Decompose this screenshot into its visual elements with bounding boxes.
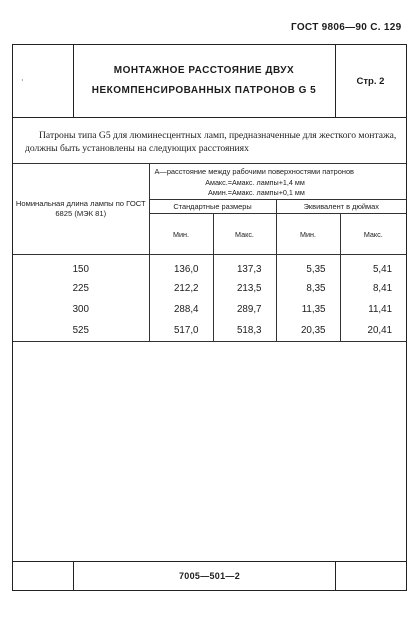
distance-a-definition: A—расстояние между рабочими поверхностями патронов (154, 167, 354, 176)
distance-table (13, 163, 406, 342)
std-min-cell: 212,2 (149, 278, 213, 299)
table-header-row-1 (13, 164, 406, 200)
nominal-length-header: Номинальная длина лампы по ГОСТ 6825 (МЭК 81) (13, 164, 149, 255)
in-max-cell: 11,41 (340, 299, 406, 320)
formula-min (155, 188, 403, 197)
in-min-cell: 5,35 (276, 255, 340, 279)
footer-left-cell (13, 562, 74, 590)
nominal-cell: 525 (13, 320, 149, 342)
table-row (13, 299, 406, 320)
in-max-cell: 5,41 (340, 255, 406, 279)
in-min-header: Мин. (276, 214, 340, 255)
formula-min-rhs: лампы+0,1 мм (256, 188, 305, 197)
title-line-2: НЕКОМПЕНСИРОВАННЫХ ПАТРОНОВ G 5 (91, 85, 317, 96)
in-min-cell: 11,35 (276, 299, 340, 320)
in-max-cell: 20,41 (340, 320, 406, 342)
footer-code: 7005—501—2 (178, 571, 241, 581)
formula-max-rhs: лампы+1,4 мм (256, 178, 305, 187)
in-max-cell: 8,41 (340, 278, 406, 299)
std-min-header: Мин. (149, 214, 213, 255)
in-min-cell: 8,35 (276, 278, 340, 299)
std-min-cell: 517,0 (149, 320, 213, 342)
table-row (13, 255, 406, 279)
std-max-cell: 137,3 (213, 255, 276, 279)
table-row (13, 278, 406, 299)
title-left-cell (13, 45, 74, 117)
formula-max (155, 178, 403, 187)
nominal-cell: 225 (13, 278, 149, 299)
title-line-1: МОНТАЖНОЕ РАССТОЯНИЕ ДВУХ (113, 65, 295, 76)
footer-right-cell (335, 562, 406, 590)
footer-block (13, 561, 406, 590)
title-block (13, 45, 406, 118)
document-reference: ГОСТ 9806—90 С. 129 (291, 22, 402, 33)
std-max-cell: 213,5 (213, 278, 276, 299)
std-min-cell: 136,0 (149, 255, 213, 279)
intro-paragraph: Патроны типа G5 для люминесцентных ламп, предназначенные для жесткого монтажа, должны быть установлены на следующих расстояниях (25, 130, 397, 154)
distance-a-header (149, 164, 406, 200)
std-max-header: Макс. (213, 214, 276, 255)
std-min-cell: 288,4 (149, 299, 213, 320)
inch-equivalent-header: Эквивалент в дюймах (276, 200, 406, 214)
table-row (13, 320, 406, 342)
in-max-header: Макс. (340, 214, 406, 255)
nominal-cell: 150 (13, 255, 149, 279)
margin-tick: · (21, 76, 24, 85)
standard-sizes-header: Стандартные размеры (149, 200, 276, 214)
std-max-cell: 289,7 (213, 299, 276, 320)
formula-max-lhs: Aмакс.=Aмакс. (205, 178, 255, 187)
in-min-cell: 20,35 (276, 320, 340, 342)
std-max-cell: 518,3 (213, 320, 276, 342)
formula-min-lhs: Aмин.=Aмакс. (208, 188, 255, 197)
title-cell (73, 45, 336, 117)
sheet-frame (12, 44, 407, 591)
page-label: Стр. 2 (356, 75, 385, 87)
nominal-cell: 300 (13, 299, 149, 320)
